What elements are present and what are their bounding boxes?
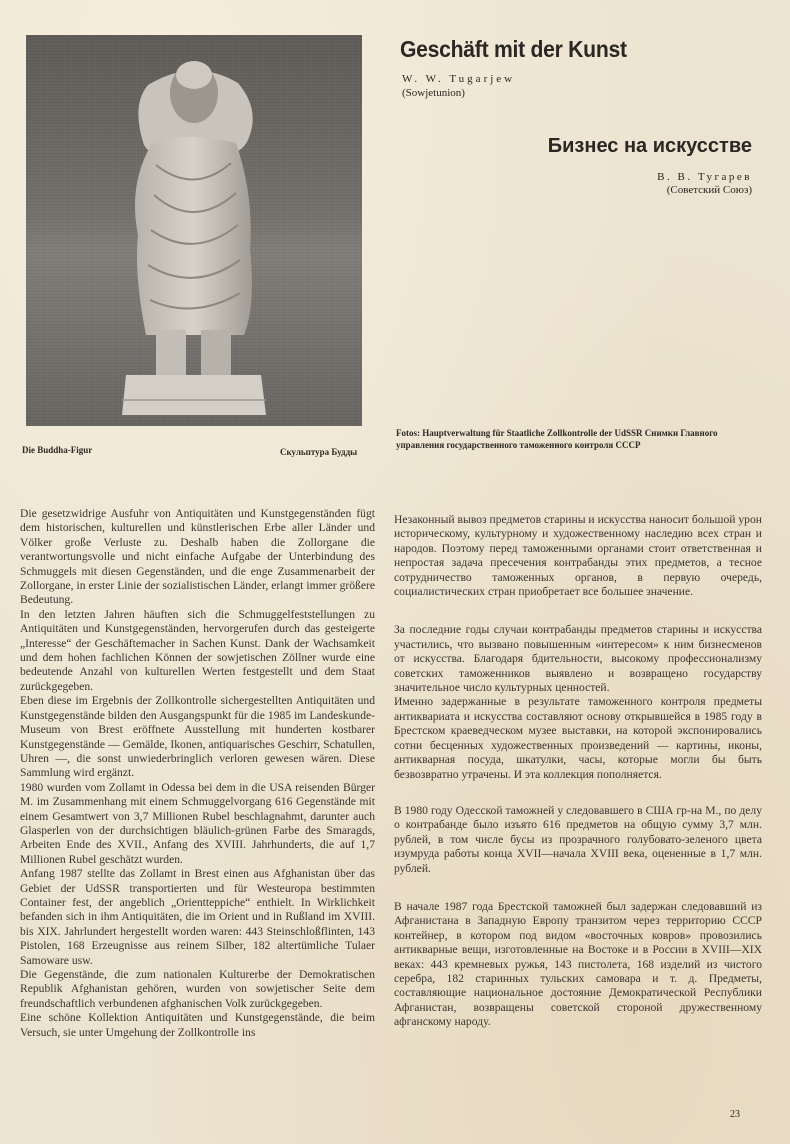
paragraph: Eben diese im Ergebnis der Zollkontrolle sichergestellten Antiquitäten und Kunstgegenstände bilden den Ausgangspunkt für die 1985 im Landeskunde-Museum von Brest eröffnete Ausstellung mit hunderten kostbarer Kunstgegenstände — Gemälde, Ikonen, antiquarisches Geschirr, Schatullen, Uhren —, die sonst unwiederbringlich verloren gewesen wären. Diese Sammlung wird ergänzt. (20, 694, 375, 780)
buddha-figure-illustration (26, 35, 362, 426)
author-russian: В. В. Тугарев (657, 171, 752, 183)
paragraph: 1980 wurden vom Zollamt in Odessa bei dem in die USA reisenden Bürger M. im Zusammenhang mit einem Schmuggelvorgang 616 Gegenstände mit einem Gesamtwert von 3,7 Millionen Rubel beschlagnahmt, darunter auch Glasperlen von der durchsichtigen bläulich-grünen Farbe des Smaragds, Arbeiten Ende des XVII., Anfang des XVIII. Jahrhunderts, die auf 1,7 Millionen Rubel geschätzt wurden. (20, 780, 375, 866)
body-column-german (20, 507, 375, 1040)
body-column-russian (394, 513, 762, 1030)
article-title-russian: Бизнес на искусстве (547, 135, 752, 157)
photo-credit: Fotos: Hauptverwaltung für Staatliche Zollkontrolle der UdSSR Снимки Главного управления государственного таможенного контроля СССР (396, 428, 718, 450)
paragraph: In den letzten Jahren häuften sich die Schmuggelfeststellungen zu Antiquitäten und Kunstgegenständen, hervorgerufen durch das gesteigerte „Interesse“ der Geschäftemacher in Sachen Kunst. Dank der Wachsamkeit und dem hohen fachlichen Können der sowjetischen Zöllner wurde eine bedeutende Anzahl von kulturellen Werten festgestellt und dem Staat zurückgegeben. (20, 607, 375, 693)
paragraph: В начале 1987 года Брестской таможней был задержан следовавший из Афганистана в Западную Европу транзитом через территорию СССР контейнер, в котором под видом «восточных ковров» провозились антикварные вещи, изготовленные на Востоке и в России в XVIII—XIX веках: 443 кремневых ружья, 143 пистолета, 168 изделий из чистого серебра, 182 старинных тульских самовара и т. д. Предметы, составляющие национальное достояние Демократической Республики Афганистан, возвращены советской стороной дружественному афганскому народу. (394, 899, 762, 1029)
page-number: 23 (730, 1109, 740, 1120)
author-country-russian: (Советский Союз) (666, 184, 752, 196)
paragraph: Именно задержанные в результате таможенного контроля предметы антиквариата и искусства составляют основу открывшейся в 1985 году в Брестском краеведческом музее выставки, на которой экспонировались сотни бесценных художественных произведений — картины, иконы, антикварная посуда, шкатулки, часы, которые могли бы быть безвозвратно утрачены. И эта коллекция пополняется. (394, 695, 762, 781)
paragraph: Die gesetzwidrige Ausfuhr von Antiquitäten und Kunstgegenständen fügt dem historischen, kulturellen und künstlerischen Erbe aller Länder und Völker große Verluste zu. Deshalb haben die Zollorgane die verantwortungsvolle und nicht einfache Aufgabe der Unterbindung des Schmuggels mit diesen Gegenständen, und die enge Zusammenarbeit der Zollorgane, in erster Linie der sozialistischen Länder, erlangt immer größere Bedeutung. (20, 507, 375, 607)
photo-caption-russian: Скульптура Будды (280, 447, 358, 457)
paragraph: Anfang 1987 stellte das Zollamt in Brest einen aus Afghanistan über das Gebiet der UdSSR transportierten und für Westeuropa bestimmten Container fest, der angeblich „Orientteppiche“ enthielt. In Wirklichkeit befanden sich in ihm Antiquitäten, die im Orient und in Rußland im XVIII. bis XIX. Jahrlundert hergestellt worden waren: 443 Steinschloßflinten, 143 Pistolen, 168 Erzeugnisse aus reinem Silber, 182 altertümliche Tulaer Samoware usw. (20, 867, 375, 967)
paragraph: В 1980 году Одесской таможней у следовавшего в США гр-на М., по делу о контрабанде было изъято 616 предметов на общую сумму 3,7 млн. рублей, в том числе бусы из прозрачного голубовато-зеленого цвета изумруда работы конца XVII—начала XVIII века, оцененные в 1,7 млн. рублей. (394, 803, 762, 875)
photo-caption-german: Die Buddha-Figur (22, 445, 93, 455)
buddha-photo (26, 35, 362, 426)
paragraph: За последние годы случаи контрабанды предметов старины и искусства участились, что вызвано повышенным «интересом» к ним бизнесменов от искусства. Благодаря бдительности, высокому профессионализму советских таможенников выявлено и возвращено государству значительное число культурных ценностей. (394, 623, 762, 695)
paragraph: Незаконный вывоз предметов старины и искусства наносит большой урон историческому, культурному и художественному наследию всех стран и народов. Поэтому перед таможенными органами стоит ответственная и непростая задача пресечения контрабанды этих предметов, а тесное сотрудничество таможенных органов, в первую очередь, социалистических стран приобретает все большее значение. (394, 513, 762, 599)
author-country-german: (Sowjetunion) (402, 87, 465, 99)
author-german: W. W. Tugarjew (402, 73, 516, 85)
paragraph: Eine schöne Kollektion Antiquitäten und Kunstgegenstände, die beim Versuch, sie unter Umgehung der Zollkontrolle ins (20, 1011, 375, 1039)
article-title-german: Geschäft mit der Kunst (400, 36, 627, 62)
paragraph: Die Gegenstände, die zum nationalen Kulturerbe der Demokratischen Republik Afghanistan gehören, wurden von sowjetischer Seite dem freundschaftlich verbundenen afghanischen Volk zurückgegeben. (20, 968, 375, 1010)
